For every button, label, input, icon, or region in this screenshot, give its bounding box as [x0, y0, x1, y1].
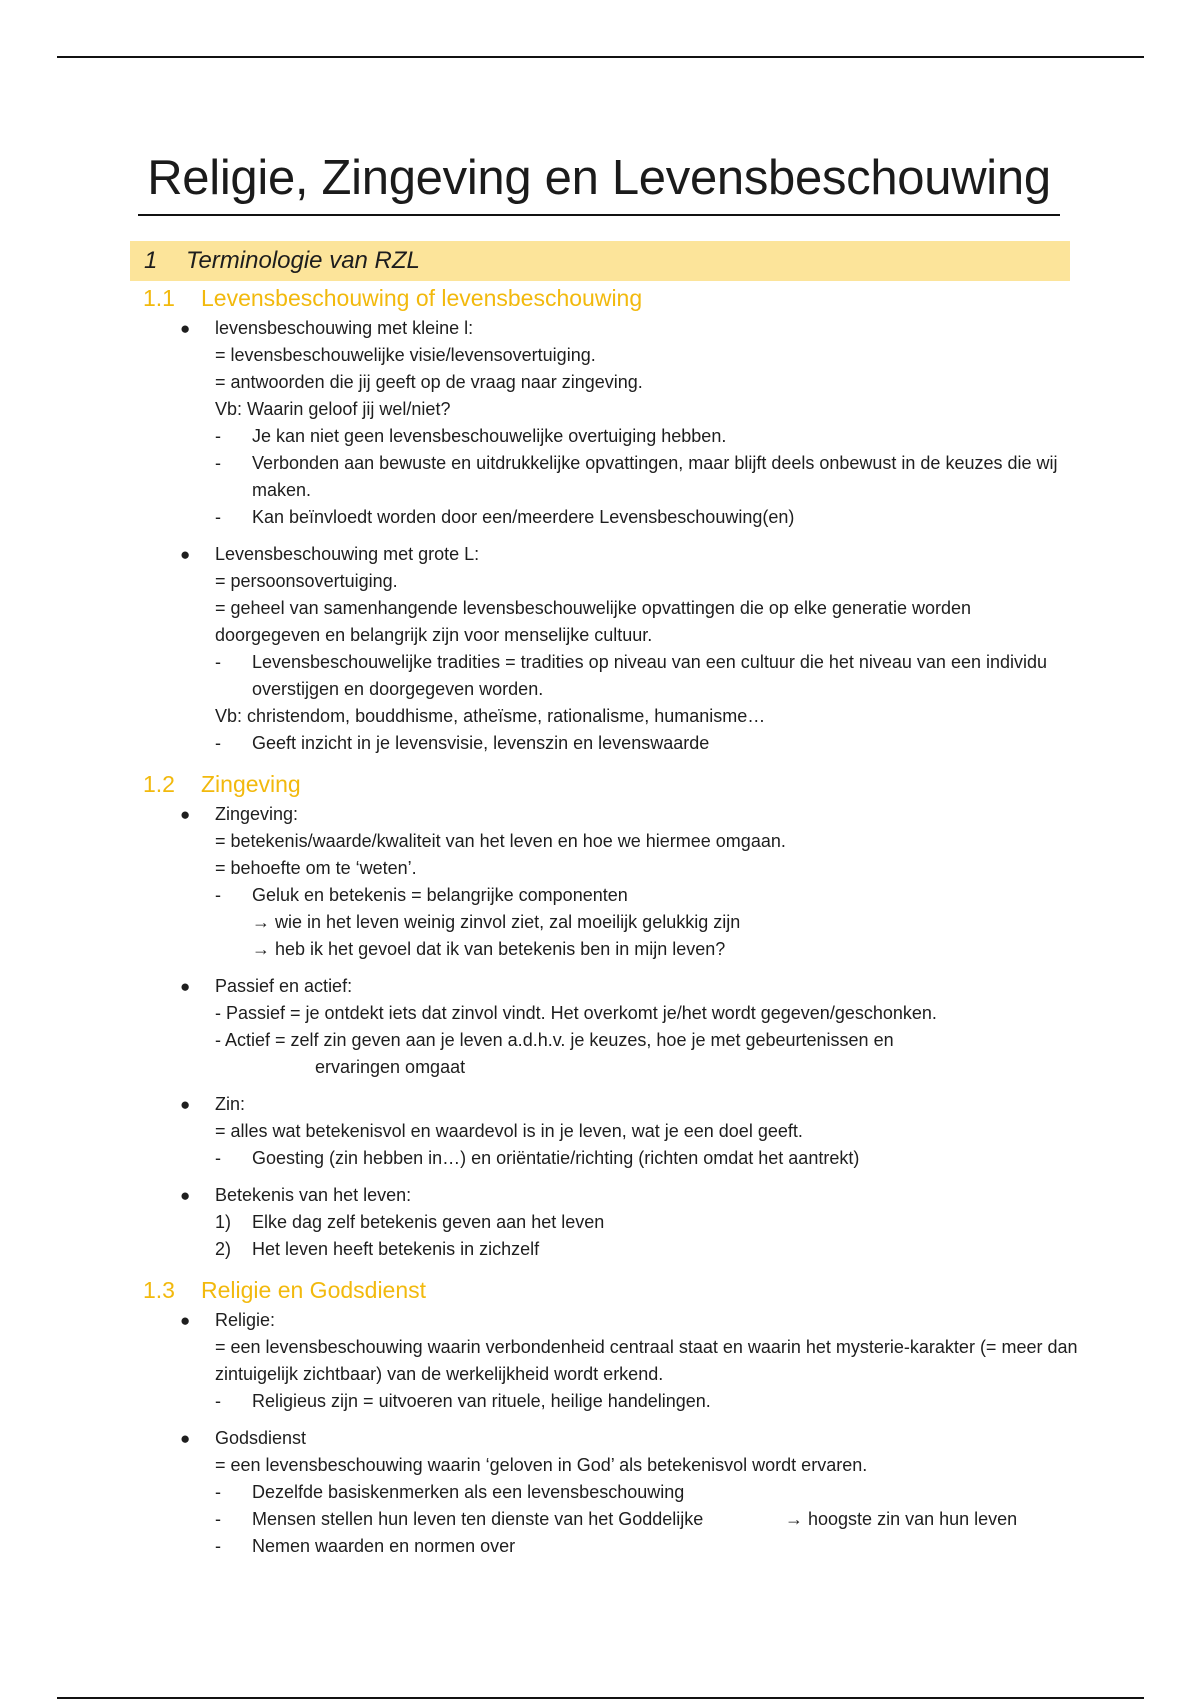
dash-icon: - [215, 426, 221, 446]
section-title: Religie en Godsdienst [201, 1277, 427, 1303]
chapter-heading [130, 241, 1070, 281]
bottom-rule [57, 1697, 1144, 1699]
bullet-icon: ● [180, 1311, 191, 1330]
dash-item [0, 423, 1200, 450]
bullet-text: levensbeschouwing met kleine l: [215, 318, 474, 338]
bullet-text: Passief en actief: [215, 976, 353, 996]
dash-item [0, 504, 1200, 531]
dash-item [0, 1479, 1200, 1506]
bullet-item [0, 973, 1200, 1000]
bullet-icon: ● [180, 1186, 191, 1205]
bullet-icon: ● [180, 977, 191, 996]
arrow-icon: → [785, 1509, 803, 1529]
dash-icon: - [215, 1509, 221, 1529]
text-line: Vb: christendom, bouddhisme, atheïsme, rationalisme, humanisme… [215, 706, 766, 726]
dash-text: Religieus zijn = uitvoeren van rituele, heilige handelingen. [252, 1391, 711, 1411]
bullet-icon: ● [180, 805, 191, 824]
item-number: 1) [215, 1212, 232, 1232]
bullet-icon: ● [180, 545, 191, 564]
chapter-title: Terminologie van RZL [186, 247, 420, 274]
bullet-item [0, 315, 1200, 342]
dash-item [0, 882, 1200, 909]
section-number: 1.3 [143, 1277, 175, 1303]
arrow-text: wie in het leven weinig zinvol ziet, zal moeilijk gelukkig zijn [275, 912, 741, 932]
numbered-item [0, 1236, 1200, 1263]
bullet-item [0, 1091, 1200, 1118]
dash-text: Geluk en betekenis = belangrijke componenten [252, 885, 628, 905]
dash-item [0, 1506, 1200, 1533]
arrow-icon: → [252, 912, 270, 932]
text-line: Vb: Waarin geloof jij wel/niet? [215, 399, 451, 419]
dash-item [0, 1388, 1200, 1415]
text-line: = persoonsovertuiging. [215, 571, 398, 591]
dash-item [0, 1145, 1200, 1172]
dash-text: Kan beïnvloedt worden door een/meerdere Levensbeschouwing(en) [252, 507, 795, 527]
bullet-item [0, 1425, 1200, 1452]
text-line: = alles wat betekenisvol en waardevol is in je leven, wat je een doel geeft. [215, 1121, 803, 1141]
dash-text: Je kan niet geen levensbeschouwelijke overtuiging hebben. [252, 426, 727, 446]
dash-icon: - [215, 733, 221, 753]
bullet-text: Levensbeschouwing met grote L: [215, 544, 480, 564]
document-title: Religie, Zingeving en Levensbeschouwing [147, 151, 1051, 205]
dash-icon: - [215, 1482, 221, 1502]
dash-icon: - [215, 1148, 221, 1168]
dash-text: Goesting (zin hebben in…) en oriëntatie/richting (richten omdat het aantrekt) [252, 1148, 860, 1168]
dash-text: Geeft inzicht in je levensvisie, levenszin en levenswaarde [252, 733, 710, 753]
bullet-text: Betekenis van het leven: [215, 1185, 412, 1205]
text-line: = antwoorden die jij geeft op de vraag naar zingeving. [215, 372, 643, 392]
dash-item [0, 1533, 1200, 1560]
dash-text: Verbonden aan bewuste en uitdrukkelijke opvattingen, maar blijft deels onbewust in de keuzes die wij maken. [252, 453, 1058, 500]
arrow-item [0, 936, 1200, 963]
item-text: Het leven heeft betekenis in zichzelf [252, 1239, 540, 1259]
bullet-text: Zingeving: [215, 804, 299, 824]
dash-text: Dezelfde basiskenmerken als een levensbeschouwing [252, 1482, 685, 1502]
text-line: - Passief = je ontdekt iets dat zinvol vindt. Het overkomt je/het wordt gegeven/geschonken. [215, 1003, 937, 1023]
arrow-icon: → [252, 939, 270, 959]
text-line: = geheel van samenhangende levensbeschouwelijke opvattingen die op elke generatie worden doorgegeven en belangrijk zijn voor menselijke cultuur. [215, 598, 972, 645]
chapter-number: 1 [144, 247, 158, 274]
text-line: = behoefte om te ‘weten’. [215, 858, 417, 878]
section-heading-1-1 [0, 281, 1200, 315]
bullet-item [0, 801, 1200, 828]
section-title: Zingeving [201, 771, 301, 797]
dash-text: Mensen stellen hun leven ten dienste van het Goddelijke [252, 1509, 704, 1529]
bullet-icon: ● [180, 1429, 191, 1448]
text-line-continued: ervaringen omgaat [315, 1057, 466, 1077]
text-line: = levensbeschouwelijke visie/levensovertuiging. [215, 345, 596, 365]
bullet-icon: ● [180, 319, 191, 338]
dash-icon: - [215, 1391, 221, 1411]
dash-tail [785, 1506, 1017, 1533]
section-heading-1-2 [0, 767, 1200, 801]
section-number: 1.1 [143, 285, 175, 311]
document-body [0, 281, 1200, 1560]
bullet-text: Religie: [215, 1310, 276, 1330]
text-line: - Actief = zelf zin geven aan je leven a.d.h.v. je keuzes, hoe je met gebeurtenissen en [215, 1030, 894, 1050]
dash-item [0, 649, 1200, 703]
dash-text: Levensbeschouwelijke tradities = tradities op niveau van een cultuur die het niveau van een individu overstijgen en doorgegeven worden. [252, 652, 1048, 699]
bullet-item [0, 1182, 1200, 1209]
item-text: Elke dag zelf betekenis geven aan het leven [252, 1212, 605, 1232]
dash-icon: - [215, 453, 221, 473]
text-line: = een levensbeschouwing waarin ‘geloven in God’ als betekenisvol wordt ervaren. [215, 1455, 868, 1475]
bullet-icon: ● [180, 1095, 191, 1114]
numbered-item [0, 1209, 1200, 1236]
dash-icon: - [215, 652, 221, 672]
item-number: 2) [215, 1239, 232, 1259]
dash-icon: - [215, 885, 221, 905]
text-line: = een levensbeschouwing waarin verbondenheid centraal staat en waarin het mysterie-karakter (= meer dan zintuigelijk zichtbaar) van de werkelijkheid wordt erkend. [215, 1337, 1078, 1384]
dash-item [0, 450, 1200, 504]
dash-text: Nemen waarden en normen over [252, 1536, 516, 1556]
dash-icon: - [215, 1536, 221, 1556]
top-rule [57, 56, 1144, 58]
bullet-text: Godsdienst [215, 1428, 307, 1448]
bullet-text: Zin: [215, 1094, 246, 1114]
text-line: = betekenis/waarde/kwaliteit van het leven en hoe we hiermee omgaan. [215, 831, 786, 851]
arrow-item [0, 909, 1200, 936]
bullet-item [0, 1307, 1200, 1334]
dash-item [0, 730, 1200, 757]
section-heading-1-3 [0, 1273, 1200, 1307]
dash-icon: - [215, 507, 221, 527]
dash-tail-text: hoogste zin van hun leven [808, 1509, 1018, 1529]
bullet-item [0, 541, 1200, 568]
title-underline [138, 214, 1060, 216]
arrow-text: heb ik het gevoel dat ik van betekenis ben in mijn leven? [275, 939, 726, 959]
section-number: 1.2 [143, 771, 175, 797]
section-title: Levensbeschouwing of levensbeschouwing [201, 285, 643, 311]
